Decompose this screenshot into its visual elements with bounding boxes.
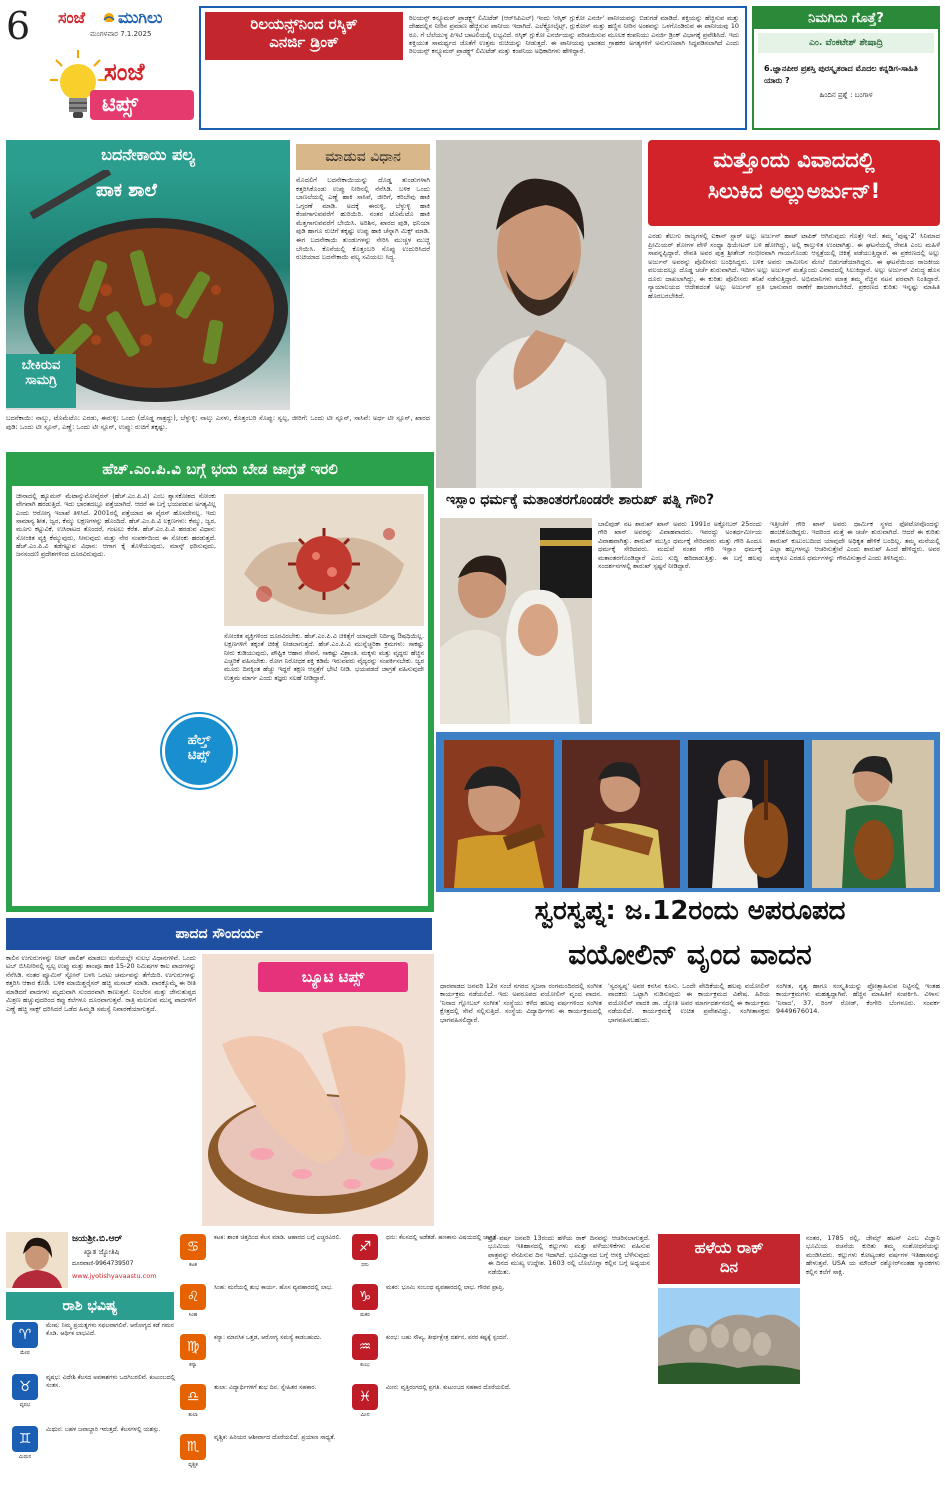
astrologer-avatar xyxy=(6,1232,68,1288)
rock-title-1: ಹಳೆಯ ರಾಕ್ xyxy=(694,1238,764,1257)
quiz-question: 6.ಜ್ಞಾನಪೀಠ ಪ್ರಶಸ್ತಿ ಪುರಸ್ಕೃತರಾದ ಮೊದಲ ಕನ್ನಡಿಗ-ಸಾಹಿತಿ ಯಾರು ? xyxy=(764,64,918,85)
recipe-ingredients-label xyxy=(6,354,76,408)
zodiac-name: ಕುಂಭ xyxy=(360,1362,370,1368)
violin-photo-4 xyxy=(812,740,934,888)
zodiac-forecast: ಕಟಕ: ಶಾಂತ ಚಿತ್ತದಿಂದ ಕೆಲಸ ಮಾಡಿ. ಆಹಾರದ ಬಗ್ಗೆ ಎಚ್ಚರವಿರಲಿ. xyxy=(214,1234,342,1241)
gauri-headline: ಇಸ್ಲಾಂ ಧರ್ಮಕ್ಕೆ ಮತಾಂತರಗೊಂಡರೇ ಶಾರುಖ್ ಪತ್ನಿ ಗೌರಿ? xyxy=(446,492,715,508)
recipe-kitchen-label: ಪಾಕ ಶಾಲೆ xyxy=(96,180,157,201)
issue-date: ಮಂಗಳವಾರ 7.1.2025 xyxy=(90,30,152,38)
zodiac-icon: ♋ xyxy=(180,1234,206,1260)
zodiac-icon: ♍ xyxy=(180,1334,206,1360)
zodiac-name: ವೃಷಭ xyxy=(19,1402,31,1408)
recipe-dish-label: ಬದನೇಕಾಯಿ ಪಲ್ಯ xyxy=(6,140,290,170)
hmpv-body-left: ಚೀನಾದಲ್ಲಿ ಹ್ಯೂಮನ್ ಮೆಟಾನ್ಯುಮೋವೈರಸ್ (ಹೆಚ್.ಎಂ.ಪಿ.ವಿ) ಎಂಬ ಶ್ವಾಸಕೋಶದ ಸೋಂಕು ವೇಗವಾಗಿ ಹರಡುತ್ತಿದೆ. ಇದು ಭಾರತದಲ್ಲೂ ಪತ್ತೆಯಾಗಿದೆ. ಆದರೆ ಈ ಬಗ್ಗೆ ಭಯಪಡುವ ಅಗತ್ಯವಿಲ್ಲ ಎಂದು ಆರೋಗ್ಯ ಇಲಾಖೆ ತಿಳಿಸಿದೆ. 2001ರಲ್ಲಿ ಪತ್ತೆಯಾದ ಈ ವೈರಸ್ ಹೊಸದೇನಲ್ಲ. ಇದು ಸಾಮಾನ್ಯ ಶೀತ, ಜ್ವರ, ಕೆಮ್ಮು ಲಕ್ಷಣಗಳನ್ನು ಹೊಂದಿದೆ. ಹೆಚ್.ಎಂ.ಪಿ.ವಿ ಲಕ್ಷಣಗಳು: ಕೆಮ್ಮು, ಜ್ವರ, ಮೂಗು ಕಟ್ಟುವಿಕೆ, ಉಸಿರಾಟದ ತೊಂದರೆ, ಗಂಟಲು ಕೆರೆತ. ಹೆಚ್.ಎಂ.ಪಿ.ವಿ ಹರಡುವ ವಿಧಾನ: ಸೋಂಕಿತ ವ್ಯಕ್ತಿ ಕೆಮ್ಮುವುದು, ಸೀನುವುದು ಮತ್ತು ನೇರ ಸಂಪರ್ಕದಿಂದ ಈ ಸೋಂಕು ಹರಡುತ್ತದೆ. ಹೆಚ್.ಎಂ.ಪಿ.ವಿ ತಡೆಗಟ್ಟುವ ವಿಧಾನ: ಆಗಾಗ ಕೈ ತೊಳೆಯುವುದು, ಮಾಸ್ಕ್ ಧರಿಸುವುದು, ಜನಸಂದಣಿ ಪ್ರದೇಶಗಳಿಂದ ದೂರವಿರುವುದು. xyxy=(16,492,216,559)
sun-logo-icon xyxy=(102,10,116,22)
rushmore-photo xyxy=(658,1288,800,1384)
reliance-headline-1: ರಿಲಯನ್ಸ್‌ನಿಂದ ರಸ್ಕಿಕ್ xyxy=(250,15,358,33)
zodiac-name: ಮಕರ xyxy=(360,1312,370,1318)
hmpv-body-right: ಸೋಂಕಿತ ವ್ಯಕ್ತಿಗಳಿಂದ ದೂರವಿರಬೇಕು. ಹೆಚ್.ಎಂ.ಪಿ.ವಿ ಚಿಕಿತ್ಸೆಗೆ ಯಾವುದೇ ನಿರ್ದಿಷ್ಟ ಔಷಧಿಯಿಲ್ಲ. ಲಕ್ಷಣಗಳಿಗೆ ತಕ್ಕಂತೆ ಚಿಕಿತ್ಸೆ ನೀಡಲಾಗುತ್ತದೆ. ಹೆಚ್.ಎಂ.ಪಿ.ವಿ ಮುನ್ನೆಚ್ಚರಿಕಾ ಕ್ರಮಗಳು: ಸಾಕಷ್ಟು ನೀರು ಕುಡಿಯುವುದು, ಪೌಷ್ಟಿಕ ಆಹಾರ ಸೇವನೆ, ಸಾಕಷ್ಟು ವಿಶ್ರಾಂತಿ. ಮಕ್ಕಳು ಮತ್ತು ವೃದ್ಧರು ಹೆಚ್ಚಿನ ಎಚ್ಚರಿಕೆ ವಹಿಸಬೇಕು. ರೋಗ ನಿರೋಧಕ ಶಕ್ತಿ ಕಡಿಮೆ ಇರುವವರು ವೈದ್ಯರನ್ನು ಸಂಪರ್ಕಿಸಬೇಕು. ಜ್ವರ ಮೂರು ದಿನಕ್ಕಿಂತ ಹೆಚ್ಚು ಇದ್ದರೆ ತಕ್ಷಣ ಆಸ್ಪತ್ರೆಗೆ ಭೇಟಿ ನೀಡಿ. ಭಯಪಡದೆ ಜಾಗ್ರತೆ ವಹಿಸುವುದೇ ಉತ್ತಮ ಮಾರ್ಗ ಎಂದು ತಜ್ಞರು ಸಲಹೆ ನೀಡಿದ್ದಾರೆ. xyxy=(224,632,424,682)
zodiac-name: ಕಟಕ xyxy=(189,1262,197,1268)
zodiac-icon: ♉ xyxy=(12,1374,38,1400)
zodiac-icon: ♈ xyxy=(12,1322,38,1348)
allu-headline-box xyxy=(648,140,940,226)
astrologer-site: www.jyotishyavaastu.com xyxy=(72,1272,157,1280)
violin-photo-2 xyxy=(562,740,680,888)
zodiac-name: ಮೀನ xyxy=(360,1412,370,1418)
violin-photo-1 xyxy=(444,740,554,888)
zodiac-forecast: ವೃಶ್ಚಿಕ: ಹಿರಿಯರ ಆಶೀರ್ವಾದ ದೊರೆಯಲಿದೆ. ಪ್ರಯಾಣ ಸಾಧ್ಯತೆ. xyxy=(214,1434,336,1441)
allu-photo xyxy=(436,140,642,488)
gauri-body-1: ಬಾಲಿವುಡ್ ನಟ ಶಾರುಖ್ ಖಾನ್ ಅವರು 1991ರ ಅಕ್ಟೋಬರ್ 25ರಂದು ಗೌರಿ ಖಾನ್ ಅವರನ್ನು ವಿವಾಹವಾದರು. ಇವರದ್ದು ಅಂತರ್ಧರ್ಮೀಯ ವಿವಾಹವಾಗಿತ್ತು. ಶಾರುಖ್ ಮುಸ್ಲಿಂ ಧರ್ಮಕ್ಕೆ ಸೇರಿದವರು ಮತ್ತು ಗೌರಿ ಹಿಂದೂ ಧರ್ಮಕ್ಕೆ ಸೇರಿದವರು. ಮದುವೆ ನಂತರ ಗೌರಿ ಇಸ್ಲಾಂ ಧರ್ಮಕ್ಕೆ ಮತಾಂತರಗೊಂಡಿದ್ದಾರೆ ಎಂಬ ಸುದ್ದಿ ಹರಿದಾಡುತ್ತಿತ್ತು. ಈ ಬಗ್ಗೆ ಹಲವು ಸಂದರ್ಶನಗಳಲ್ಲಿ ಶಾರುಖ್ ಸ್ಪಷ್ಟನೆ ನೀಡಿದ್ದಾರೆ. xyxy=(598,520,762,571)
zodiac-name: ಕನ್ಯಾ xyxy=(189,1362,197,1368)
zodiac-icon: ♓ xyxy=(352,1384,378,1410)
beauty-tag: ಬ್ಯೂಟಿ ಟಿಪ್ಸ್ xyxy=(258,962,408,992)
zodiac-forecast: ಮೀನ: ವೃತ್ತಿರಂಗದಲ್ಲಿ ಪ್ರಗತಿ. ಕುಟುಂಬದ ಸಹಕಾರ ದೊರೆಯಲಿದೆ. xyxy=(386,1384,511,1391)
recipe-method-label: ಮಾಡುವ ವಿಧಾನ xyxy=(296,144,430,170)
paper-name-right: ಮುಗಿಲು xyxy=(118,8,163,27)
hmpv-virus-image xyxy=(224,494,424,626)
zodiac-forecast: ಮೇಷ: ನಿಮ್ಮ ಪ್ರಯತ್ನಗಳು ಸಫಲವಾಗಲಿವೆ. ಆರೋಗ್ಯದ ಕಡೆ ಗಮನ ಕೊಡಿ. ಆರ್ಥಿಕ ಲಾಭವಿದೆ. xyxy=(46,1322,174,1337)
quiz-hint: ಹಿಂದಿನ ಪ್ರಶ್ನೆ : ಬಂಗಾಳ xyxy=(819,91,873,99)
recipe-ingredients-body: ಬದನೆಕಾಯಿ: ನಾಲ್ಕು, ಟೊಮೆಟೊ: ಎರಡು, ಈರುಳ್ಳಿ: ಒಂದು (ದೊಡ್ಡ ಗಾತ್ರದ್ದು), ಬೆಳ್ಳುಳ್ಳಿ: ನಾಲ್ಕು ಎಸಳು, ಕೊತ್ತಂಬರಿ ಸೊಪ್ಪು: ಸ್ವಲ್ಪ, ಜೀರಿಗೆ: ಒಂದು ಟೀ ಸ್ಪೂನ್, ಸಾಸಿವೆ: ಅರ್ಧ ಟೀ ಸ್ಪೂನ್, ಖಾರದ ಪುಡಿ: ಒಂದು ಟೀ ಸ್ಪೂನ್, ಎಣ್ಣೆ: ಒಂದು ಟೀ ಸ್ಪೂನ್, ಉಪ್ಪು: ರುಚಿಗೆ ತಕ್ಕಷ್ಟು. xyxy=(6,414,430,431)
ingredients-label-2: ಸಾಮಗ್ರಿ xyxy=(25,373,57,388)
health-tips-badge xyxy=(162,714,236,788)
zodiac-icon: ♑ xyxy=(352,1284,378,1310)
tips-word-1: ಸಂಜೆ xyxy=(104,58,145,86)
paper-name-left: ಸಂಜೆ xyxy=(58,8,85,27)
tips-word-2: ಟಿಪ್ಸ್ xyxy=(102,92,138,116)
recipe-method-body: ಮೊದಲಿಗೆ ಬದನೇಕಾಯಿಯನ್ನು ದೊಡ್ಡ ತುಂಡುಗಳಾಗಿ ಕತ್ತರಿಸಿಕೊಂಡು ಉಪ್ಪು ನೀರಿನಲ್ಲಿ ನೆನೆಸಿಡಿ. ಬಳಿಕ ಒಂದು ಬಾಣಲೆಯಲ್ಲಿ ಎಣ್ಣೆ ಹಾಕಿ ಸಾಸಿವೆ, ಜೀರಿಗೆ, ಕರಿಬೇವು ಹಾಕಿ ಒಗ್ಗರಣೆ ಮಾಡಿ. ಅದಕ್ಕೆ ಈರುಳ್ಳಿ, ಬೆಳ್ಳುಳ್ಳಿ ಹಾಕಿ ಕೆಂಪಗಾಗುವವರೆಗೆ ಹುರಿಯಿರಿ. ನಂತರ ಟೊಮೆಟೊ ಹಾಕಿ ಮೆತ್ತಗಾಗುವವರೆಗೆ ಬೇಯಿಸಿ. ಅರಿಶಿನ, ಖಾರದ ಪುಡಿ, ಧನಿಯಾ ಪುಡಿ ಹಾಗೂ ರುಚಿಗೆ ತಕ್ಕಷ್ಟು ಉಪ್ಪು ಹಾಕಿ ಚೆನ್ನಾಗಿ ಮಿಕ್ಸ್ ಮಾಡಿ. ಈಗ ಬದನೇಕಾಯಿ ತುಂಡುಗಳನ್ನು ಸೇರಿಸಿ ಮುಚ್ಚಳ ಮುಚ್ಚಿ ಬೇಯಿಸಿ. ಕೊನೆಯಲ್ಲಿ ಕೊತ್ತಂಬರಿ ಸೊಪ್ಪು ಉದುರಿಸಿದರೆ ರುಚಿಯಾದ ಬದನೇಕಾಯಿ ಪಲ್ಯ ಸವಿಯಲು ಸಿದ್ಧ. xyxy=(296,176,430,262)
zodiac-forecast: ವೃಷಭ: ವಿದೇಶಿ ಕೆಲಸದ ಅವಕಾಶಗಳು ಒದಗಿಬರಲಿವೆ. ಕುಟುಂಬದಲ್ಲಿ ಸಂತಸ. xyxy=(46,1374,176,1389)
zodiac-forecast: ತುಲಾ: ವಿದ್ಯಾರ್ಥಿಗಳಿಗೆ ಶುಭ ದಿನ. ಸ್ನೇಹಿತರ ಸಹಕಾರ. xyxy=(214,1384,317,1391)
zodiac-forecast: ಧನು: ಕೆಲಸದಲ್ಲಿ ಅಡೆತಡೆ. ಹಣಕಾಸು ವಿಷಯದಲ್ಲಿ ಜಾಗ್ರತೆ. xyxy=(386,1234,499,1241)
astrology-title: ರಾಶಿ ಭವಿಷ್ಯ xyxy=(6,1292,174,1320)
zodiac-icon: ♌ xyxy=(180,1284,206,1310)
zodiac-name: ಧನು xyxy=(361,1262,369,1268)
rock-body-2: ನಂತರ, 1785 ರಲ್ಲಿ, ಜೇಮ್ಸ್ ಹಟನ್ ಎಂಬ ವಿಜ್ಞಾನಿ ಭೂಮಿಯ ರಚನೆಯ ಕುರಿತು ತಮ್ಮ ಸಂಶೋಧನೆಯನ್ನು ಮಂಡಿಸಿದರು. ಕಲ್ಲುಗಳು ಕೋಟ್ಯಂತರ ವರ್ಷಗಳ ಇತಿಹಾಸವನ್ನು ಹೇಳುತ್ತವೆ. USA ಯ ಮೌಂಟ್ ರಶ್ಮೋರ್‌ನಂತಹ ಸ್ಮಾರಕಗಳು ಕಲ್ಲಿನ ಕಲೆಗೆ ಸಾಕ್ಷಿ. xyxy=(806,1234,940,1276)
health-tips-label-1: ಹೆಲ್ತ್ xyxy=(187,733,211,748)
zodiac-name: ಮೇಷ xyxy=(20,1350,30,1356)
violin-photo-3 xyxy=(688,740,804,888)
zodiac-icon: ♏ xyxy=(180,1434,206,1460)
violin-section xyxy=(436,732,940,892)
zodiac-icon: ♎ xyxy=(180,1384,206,1410)
violin-headline-2: ವಯೋಲಿನ್ ವೃಂದ ವಾದನ xyxy=(568,938,812,971)
beauty-photo xyxy=(202,954,434,1226)
zodiac-forecast: ಸಿಂಹ: ಮನೆಯಲ್ಲಿ ಶುಭ ಕಾರ್ಯ. ಹೊಸ ವ್ಯವಹಾರದಲ್ಲಿ ಲಾಭ. xyxy=(214,1284,333,1291)
astrologer-phone: ದೂರವಾಣಿ-9964739507 xyxy=(72,1260,134,1267)
violin-body-1: ಧಾರವಾಡದ ಜನವರಿ 12ರ ಸಂಜೆ ನಗರದ ಸೃಜನಾ ರಂಗಮಂದಿರದಲ್ಲಿ ಸಂಗೀತ ಕಾರ್ಯಕ್ರಮ ನಡೆಯಲಿದೆ. ಇದು ಅಪರೂಪದ ವಯೋಲಿನ್ ವೃಂದ ವಾದನ. 'ನಿನಾದ ಗ್ಲೋಬಲ್ ಸಂಗೀತ' ಸಂಸ್ಥೆಯು ಕಳೆದ ಹಲವು ವರ್ಷಗಳಿಂದ ಸಂಗೀತ ಕ್ಷೇತ್ರದಲ್ಲಿ ಸೇವೆ ಸಲ್ಲಿಸುತ್ತಿದೆ. ಸಂಸ್ಥೆಯ ವಿದ್ಯಾರ್ಥಿಗಳು ಈ ಕಾರ್ಯಕ್ರಮದಲ್ಲಿ ಭಾಗವಹಿಸಲಿದ್ದಾರೆ. xyxy=(440,982,602,1024)
violin-body-3: ಸಂಗೀತ, ನೃತ್ಯ ಹಾಗೂ ಸಂಸ್ಕೃತಿಯನ್ನು ಪ್ರೋತ್ಸಾಹಿಸುವ ನಿಟ್ಟಿನಲ್ಲಿ ಇಂತಹ ಕಾರ್ಯಕ್ರಮಗಳು ಮಹತ್ವದ್ದಾಗಿವೆ. ಹೆಚ್ಚಿನ ಮಾಹಿತಿಗೆ ಸಂಪರ್ಕಿಸಿ. ವಿಳಾಸ: 'ನಿನಾದ', 37, ರಿಂಗ್ ರೋಡ್, ಕೆಂಗೇರಿ ಬೆಂಗಳೂರು. ಸಂಪರ್ಕ 9449676014. xyxy=(776,982,940,1016)
zodiac-icon: ♒ xyxy=(352,1334,378,1360)
masthead xyxy=(6,4,196,130)
zodiac-name: ತುಲಾ xyxy=(188,1412,198,1418)
violin-headline-1: ಸ್ವರಸ್ವಪ್ನ: ಜ.12ರಂದು ಅಪರೂಪದ xyxy=(534,896,846,926)
rock-title-box xyxy=(658,1234,800,1284)
rock-title-2: ದಿನ xyxy=(719,1258,739,1276)
quiz-author: ಎಂ. ವೆಂಕಟೇಶ್ ಶೇಷಾದ್ರಿ xyxy=(758,33,934,53)
zodiac-forecast: ಕನ್ಯಾ: ಮಾನಸಿಕ ಒತ್ತಡ, ಆರೋಗ್ಯ ಸಮಸ್ಯೆ ಕಾಡಬಹುದು. xyxy=(214,1334,322,1341)
reliance-body-lower xyxy=(205,60,407,124)
page-number: 6 xyxy=(6,4,31,48)
recipe-section xyxy=(6,140,434,448)
violin-body-2: 'ಸ್ವರಸ್ವಪ್ನ' ಅವರ ಕನಸಿನ ಕೂಸು. ಒಂದೇ ವೇದಿಕೆಯಲ್ಲಿ ಹಲವು ವಯೋಲಿನ್ ವಾದಕರು ಒಟ್ಟಾಗಿ ನುಡಿಸುವುದು ಈ ಕಾರ್ಯಕ್ರಮದ ವಿಶೇಷ. ಹಿರಿಯ ವಯೋಲಿನ್ ವಾದಕಿ ಡಾ. ಜ್ಯೋತಿ ಅವರ ಮಾರ್ಗದರ್ಶನದಲ್ಲಿ ಈ ಕಾರ್ಯಕ್ರಮ ನಡೆಯಲಿದೆ. ಕಾರ್ಯಕ್ರಮಕ್ಕೆ ಉಚಿತ ಪ್ರವೇಶವಿದ್ದು, ಸಂಗೀತಾಸಕ್ತರು ಭಾಗವಹಿಸಬಹುದು. xyxy=(608,982,770,1024)
rock-body-1: ಪ್ರತಿ ವರ್ಷ ಜನವರಿ 13ರಂದು ಹಳೆಯ ರಾಕ್ ದಿನವನ್ನು ಆಚರಿಸಲಾಗುತ್ತದೆ. ಭೂಮಿಯ ಇತಿಹಾಸದಲ್ಲಿ ಕಲ್ಲುಗಳು ಮತ್ತು ಪಳೆಯುಳಿಕೆಗಳು ವಹಿಸುವ ಪಾತ್ರವನ್ನು ನೆನಪಿಸುವ ದಿನ ಇದಾಗಿದೆ. ಭೂವಿಜ್ಞಾನದ ಬಗ್ಗೆ ಆಸಕ್ತಿ ಬೆಳೆಸುವುದು ಈ ದಿನದ ಮುಖ್ಯ ಉದ್ದೇಶ. 1603 ರಲ್ಲಿ ಬೊಲೊಗ್ನಾ ಕಲ್ಲಿನ ಬಗ್ಗೆ ಅಧ್ಯಯನ ನಡೆಯಿತು. xyxy=(488,1234,650,1276)
reliance-body: ರಿಲಯನ್ಸ್ ಕನ್ಸ್ಯೂಮರ್ ಪ್ರಾಡಕ್ಟ್ಸ್ ಲಿಮಿಟೆಡ್ (ಆರ್‌ಸಿಪಿಎಲ್) ಇಂದು 'ರಸ್ಕಿಕ್ ಗ್ಲುಕೋ ಎನರ್ಜಿ' ಪಾನೀಯವನ್ನು ಬಿಡುಗಡೆ ಮಾಡಿದೆ. ಶಕ್ತಿಯನ್ನು ಹೆಚ್ಚಿಸುವ ಮತ್ತು ದೇಹದಲ್ಲಿನ ನೀರಿನ ಪ್ರಮಾಣ ಹೆಚ್ಚಿಸುವ ಪಾನೀಯ ಇದಾಗಿದೆ. ಎಲೆಕ್ಟ್ರೋಲೈಟ್ಸ್, ಗ್ಲುಕೋಸ್ ಮತ್ತು ಹಣ್ಣಿನ ನೀರಿನ ಅಂಶವನ್ನು ಒಳಗೊಂಡಿರುವ ಈ ಪಾನೀಯವು 10 ರೂ. ಗೆ ಬೆಲೆಯುಳ್ಳ ಪಿಇಟಿ ಬಾಟಲಿಯಲ್ಲಿ ಲಭ್ಯವಿದೆ. ರಸ್ಕಿಕ್ ಗ್ಲುಕೋ ಎನರ್ಜಿಯನ್ನು ಪರಿಚಯಿಸುವ ಮೂಲಕ ಕಂಪನಿಯು ಎನರ್ಜಿ ಡ್ರಿಂಕ್ ವಿಭಾಗಕ್ಕೆ ಪ್ರವೇಶಿಸಿದೆ. ಇದು ಶಕ್ತಿಯುತ ಸಾಮರ್ಥ್ಯದ ಜೊತೆಗೆ ಉತ್ತಮ ರುಚಿಯನ್ನು ನೀಡುತ್ತದೆ. ಈ ಪಾನೀಯವು ಭಾರತದ ಗ್ರಾಹಕರ ಅಗತ್ಯಗಳಿಗೆ ಅನುಗುಣವಾಗಿ ಸಿದ್ಧಪಡಿಸಲಾಗಿದೆ ಎಂದು ರಿಲಯನ್ಸ್ ಕನ್ಸ್ಯೂಮರ್ ಪ್ರಾಡಕ್ಟ್ಸ್ ಲಿಮಿಟೆಡ್ ಮತ್ತು ಕಂಪನಿಯ ಅಧಿಕಾರಿಗಳು ಹೇಳಿದ್ದಾರೆ. xyxy=(409,14,739,56)
zodiac-name: ಮಿಥುನ xyxy=(18,1454,32,1460)
allu-headline-1: ಮತ್ತೊಂದು ವಿವಾದದಲ್ಲಿ xyxy=(713,148,875,172)
zodiac-icon: ♐ xyxy=(352,1234,378,1260)
gauri-photo xyxy=(440,518,592,724)
health-tips-label-2: ಟಿಪ್ಸ್ xyxy=(187,748,211,763)
hmpv-section xyxy=(6,452,434,912)
zodiac-name: ಸಿಂಹ xyxy=(188,1312,198,1318)
zodiac-forecast: ಮಕರ: ಭೂಮಿ ಸಂಬಂಧ ವ್ಯವಹಾರದಲ್ಲಿ ಲಾಭ. ಗೌರವ ಪ್ರಾಪ್ತಿ. xyxy=(386,1284,505,1291)
astrologer-name: ಜಯಶ್ರೀ.ಬಿ.ಆರ್ xyxy=(72,1234,123,1244)
zodiac-icon: ♊ xyxy=(12,1426,38,1452)
reliance-headline-2: ಎನರ್ಜಿ ಡ್ರಿಂಕ್ xyxy=(269,33,339,51)
zodiac-forecast: ಮಿಥುನ: ಬಹಳ ಜವಾಬ್ದಾರಿ ಇರುತ್ತದೆ. ಕೆಲಸಗಳಲ್ಲಿ ಯಶಸ್ಸು. xyxy=(46,1426,161,1433)
allu-headline-2: ಸಿಲುಕಿದ ಅಲ್ಲುಅರ್ಜುನ್! xyxy=(707,179,881,203)
allu-body: ಎರಡು ತೆಲುಗು ರಾಜ್ಯಗಳಲ್ಲಿ ಐಕಾನ್ ಸ್ಟಾರ್ ಅಲ್ಲು ಅರ್ಜುನ್ ಹಾಟ್ ಟಾಪಿಕ್ ಆಗಿರುವುದು ಗೊತ್ತೇ ಇದೆ. ತಮ್ಮ 'ಪುಷ್ಪ-2' ಸಿನಿಮಾದ ಪ್ರೀಮಿಯರ್ ಶೋಗಳ ವೇಳೆ ಸಂಧ್ಯಾ ಥಿಯೇಟರ್ ಬಳಿ ಹೋಗಿದ್ದು, ಅಲ್ಲಿ ಕಾಲ್ತುಳಿತ ಉಂಟಾಗಿತ್ತು. ಈ ಘಟನೆಯಲ್ಲಿ ರೇವತಿ ಎಂಬ ಮಹಿಳೆ ಸಾವನ್ನಪ್ಪಿದ್ದಾರೆ. ರೇವತಿ ಅವರ ಪುತ್ರ ಶ್ರೀತೇಜ್ ಗಂಭೀರವಾಗಿ ಗಾಯಗೊಂಡು ಆಸ್ಪತ್ರೆಯಲ್ಲಿ ಚಿಕಿತ್ಸೆ ಪಡೆಯುತ್ತಿದ್ದಾರೆ. ಈ ಪ್ರಕರಣದಲ್ಲಿ ಅಲ್ಲು ಅರ್ಜುನ್ ಅವರನ್ನು ಪೊಲೀಸರು ಬಂಧಿಸಿದ್ದರು. ಬಳಿಕ ಅವರು ಜಾಮೀನಿನ ಮೇಲೆ ಬಿಡುಗಡೆಯಾಗಿದ್ದರು. ಈ ಘಟನೆಯಿಂದ ರಾಜಕೀಯ ವಲಯದಲ್ಲೂ ದೊಡ್ಡ ಚರ್ಚೆ ಶುರುವಾಗಿದೆ. ಇದೀಗ ಅಲ್ಲು ಅರ್ಜುನ್ ಮತ್ತೊಂದು ವಿವಾದದಲ್ಲಿ ಸಿಲುಕಿದ್ದಾರೆ. ಅಲ್ಲು ಅರ್ಜುನ್ ವಿರುದ್ಧ ಹೊಸ ದೂರು ದಾಖಲಾಗಿದ್ದು, ಈ ಕುರಿತು ಪೊಲೀಸರು ತನಿಖೆ ನಡೆಸುತ್ತಿದ್ದಾರೆ. ಅಭಿಮಾನಿಗಳು ಮಾತ್ರ ತಮ್ಮ ನೆಚ್ಚಿನ ನಟನ ಪರವಾಗಿ ನಿಂತಿದ್ದಾರೆ. ನ್ಯಾಯಾಲಯದ ಆದೇಶದಂತೆ ಅಲ್ಲು ಅರ್ಜುನ್ ಪ್ರತಿ ಭಾನುವಾರ ಠಾಣೆಗೆ ಹಾಜರಾಗಬೇಕಿದೆ. ಪ್ರಕರಣದ ಕುರಿತು ಇನ್ನಷ್ಟು ಮಾಹಿತಿ ಹೊರಬರಬೇಕಿದೆ. xyxy=(648,232,940,300)
astrologer-role: ಖ್ಯಾತ ಜ್ಯೋತಿಷಿ xyxy=(84,1248,120,1256)
beauty-title: ಪಾದದ ಸೌಂದರ್ಯ xyxy=(6,918,432,950)
gauri-body-2: ಇತ್ತೀಚೆಗೆ ಗೌರಿ ಖಾನ್ ಅವರು ಧಾರ್ಮಿಕ ಸ್ಥಳದ ಫೋಟೋವೊಂದನ್ನು ಹಂಚಿಕೊಂಡಿದ್ದರು. ಇದರಿಂದ ಮತ್ತೆ ಈ ಚರ್ಚೆ ಶುರುವಾಗಿದೆ. ಆದರೆ ಈ ಕುರಿತು ಶಾರುಖ್ ಕುಟುಂಬದಿಂದ ಯಾವುದೇ ಅಧಿಕೃತ ಹೇಳಿಕೆ ಬಂದಿಲ್ಲ. ತಮ್ಮ ಮನೆಯಲ್ಲಿ ಎಲ್ಲಾ ಹಬ್ಬಗಳನ್ನೂ ಆಚರಿಸುತ್ತೇವೆ ಎಂದು ಶಾರುಖ್ ಹಿಂದೆ ಹೇಳಿದ್ದರು. ಅವರ ಮಕ್ಕಳೂ ಎರಡೂ ಧರ್ಮಗಳನ್ನು ಗೌರವಿಸುತ್ತಾರೆ ಎಂದು ತಿಳಿಸಿದ್ದರು. xyxy=(770,520,940,562)
zodiac-name: ವೃಶ್ಚಿಕ xyxy=(188,1462,198,1468)
hmpv-headline: ಹೆಚ್.ಎಂ.ಪಿ.ವಿ ಬಗ್ಗೆ ಭಯ ಬೇಡ ಜಾಗ್ರತೆ ಇರಲಿ xyxy=(6,452,434,486)
zodiac-forecast: ಕುಂಭ: ಬಹು ಸೌಖ್ಯ, ತೀರ್ಥಕ್ಷೇತ್ರ ದರ್ಶನ, ಪರರ ಕಷ್ಟಕ್ಕೆ ಸ್ಪಂದನೆ. xyxy=(386,1334,509,1341)
quiz-title: ನಿಮಗಿದು ಗೊತ್ತೆ? xyxy=(754,8,938,29)
beauty-body: ಕಾಲಿನ ಉಗುರುಗಳನ್ನು ನೀಟ್ ಪಾಲಿಶ್ ಮಾಡಲು ಮನೆಯಲ್ಲೇ ಸುಲಭ ವಿಧಾನಗಳಿವೆ. ಒಂದು ಟಬ್ ಬಿಸಿನೀರಿನಲ್ಲಿ ಸ್ವಲ್ಪ ಉಪ್ಪು ಮತ್ತು ಶಾಂಪೂ ಹಾಕಿ 15-20 ನಿಮಿಷಗಳ ಕಾಲ ಪಾದಗಳನ್ನು ನೆನೆಸಿಡಿ. ನಂತರ ಪ್ಯೂಮಿಸ್ ಸ್ಟೋನ್ ಬಳಸಿ ಒರಟು ಚರ್ಮವನ್ನು ತೆಗೆಯಿರಿ. ಉಗುರುಗಳನ್ನು ಕತ್ತರಿಸಿ ಆಕಾರ ಕೊಡಿ. ಬಳಿಕ ಮಾಯಿಶ್ಚರೈಸರ್ ಹಚ್ಚಿ ಮಸಾಜ್ ಮಾಡಿ. ವಾರಕ್ಕೊಮ್ಮೆ ಈ ರೀತಿ ಮಾಡಿದರೆ ಪಾದಗಳು ಮೃದುವಾಗಿ ಸುಂದರವಾಗಿ ಕಾಣುತ್ತವೆ. ನಿಂಬೆರಸ ಮತ್ತು ಜೇನುತುಪ್ಪದ ಮಿಶ್ರಣ ಹಚ್ಚುವುದರಿಂದ ಕಪ್ಪು ಕಲೆಗಳೂ ದೂರವಾಗುತ್ತವೆ. ರಾತ್ರಿ ಮಲಗುವ ಮುನ್ನ ಪಾದಗಳಿಗೆ ಎಣ್ಣೆ ಹಚ್ಚಿ ಸಾಕ್ಸ್ ಧರಿಸಿದರೆ ಒಡೆದ ಹಿಮ್ಮಡಿ ಸಮಸ್ಯೆ ನಿವಾರಣೆಯಾಗುತ್ತದೆ. xyxy=(6,954,196,1013)
quiz-box xyxy=(752,6,940,130)
ingredients-label-1: ಬೇಕಿರುವ xyxy=(21,358,61,373)
